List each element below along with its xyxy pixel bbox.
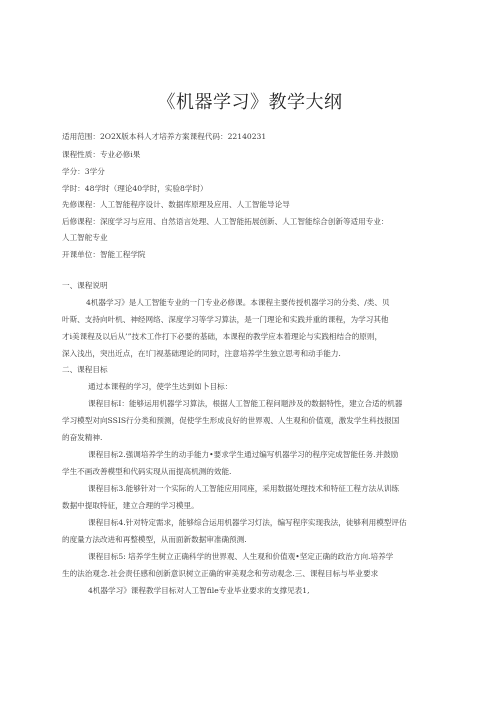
section1-paragraph	[62, 294, 440, 362]
goal1-line: 学习模型对向SSIS行分类和预测，促使学生形成良好的世界观、人生观和价值观，激发学生科技报国	[62, 416, 400, 425]
meta-followup-line1: 后修课程：深度学习与应用、自然语言处理、人工智能拓展创新、人工智能综合创新等适用专业：	[62, 217, 389, 226]
section1-line: 叶斯、支持向叶机、神经网络、深度学习等学习算法，是一门理论和实践并重的课程，为学习其他	[62, 315, 389, 324]
goal3-line: 数据中提取特征，建立合理的学习模里。	[62, 501, 199, 510]
meta-hours: 学时：48学时（理论40学时，实验8学时）	[62, 184, 208, 193]
goal5-line: 生的法治观念.社会责任感和创新意识树立正确的审美观念和劳动观念.三、课程目标与毕业要求	[62, 569, 379, 578]
goal5-line: 课程目标5: 培养学生树立正确科学的世界观、人生观和价值观•坚定正确的政治方向.培养学	[88, 552, 394, 561]
meta-nature: 课程性质：专业必修i果	[62, 150, 141, 159]
meta-followup-line2: 人工智舵专业	[62, 233, 108, 242]
goal4-line: 的度量方法改进和再整模型，从而面新数据审准确预测.	[62, 535, 247, 544]
goal1-line: 课程目标I：能够运用机器学习算法，根据人工智能工程问题涉及的数据特性，建立合适的机器	[88, 399, 403, 408]
meta-credits: 学分：3学分	[62, 167, 105, 176]
meta-scope: 适用范围：2O2X版本科人才培养方案课程代码：22140231	[62, 132, 267, 141]
section2-intro: 通过本课程的学习，使学生达到如卜目标：	[88, 382, 233, 391]
section1-line: 4机器学习》是人工智能专业的一门专业必修课。本课程主要传授机器学习的分类、/类、贝	[86, 298, 390, 307]
goal3-line: 课程目标3.能够针对一个实际的人工智能应用同座，采用数据处理技术和特征工程方法从训练	[88, 484, 399, 493]
closing-line: 4机器学习》课程教学目标对人工智file专业毕业要求的支撑见表1,	[88, 586, 310, 595]
meta-unit: 开课单位：智能工程学院	[62, 250, 146, 259]
meta-prerequisite: 先修课程：人工智能程序设计、数据库原理及应用、人工智能导论导	[62, 200, 290, 209]
section2-heading: 二、课程目标	[62, 365, 108, 374]
goal2-line: 课程目标2.强调培养学生的动手能力•要求学生通过编写机器学习的程序完成智能任务.并鼓励	[88, 450, 399, 459]
section1-line: 才i美课程及以后从’”技术工作打下必要的基础，本课程的教学应本着理论与实践相结合的原则，	[62, 332, 383, 341]
section1-line: 深入浅出，突出近点，在!门视基础理论的同时，注意培养学生独立思考和动手能力.	[62, 349, 341, 358]
section2-body	[62, 378, 440, 599]
section1-heading: 一、课程说明	[62, 281, 108, 290]
goal2-line: 学生不画改善模型和代码实现从而提高机测的效能.	[62, 467, 232, 476]
document-title: 《机器学习》教学大纲	[157, 92, 343, 113]
goal1-line: 的奋发精神.	[62, 433, 103, 442]
goal4-line: 课程目标4.针对特定需求，能够综合运用机器学习灯法，编写程序实现我法，徒够利用模型评估	[88, 518, 407, 527]
